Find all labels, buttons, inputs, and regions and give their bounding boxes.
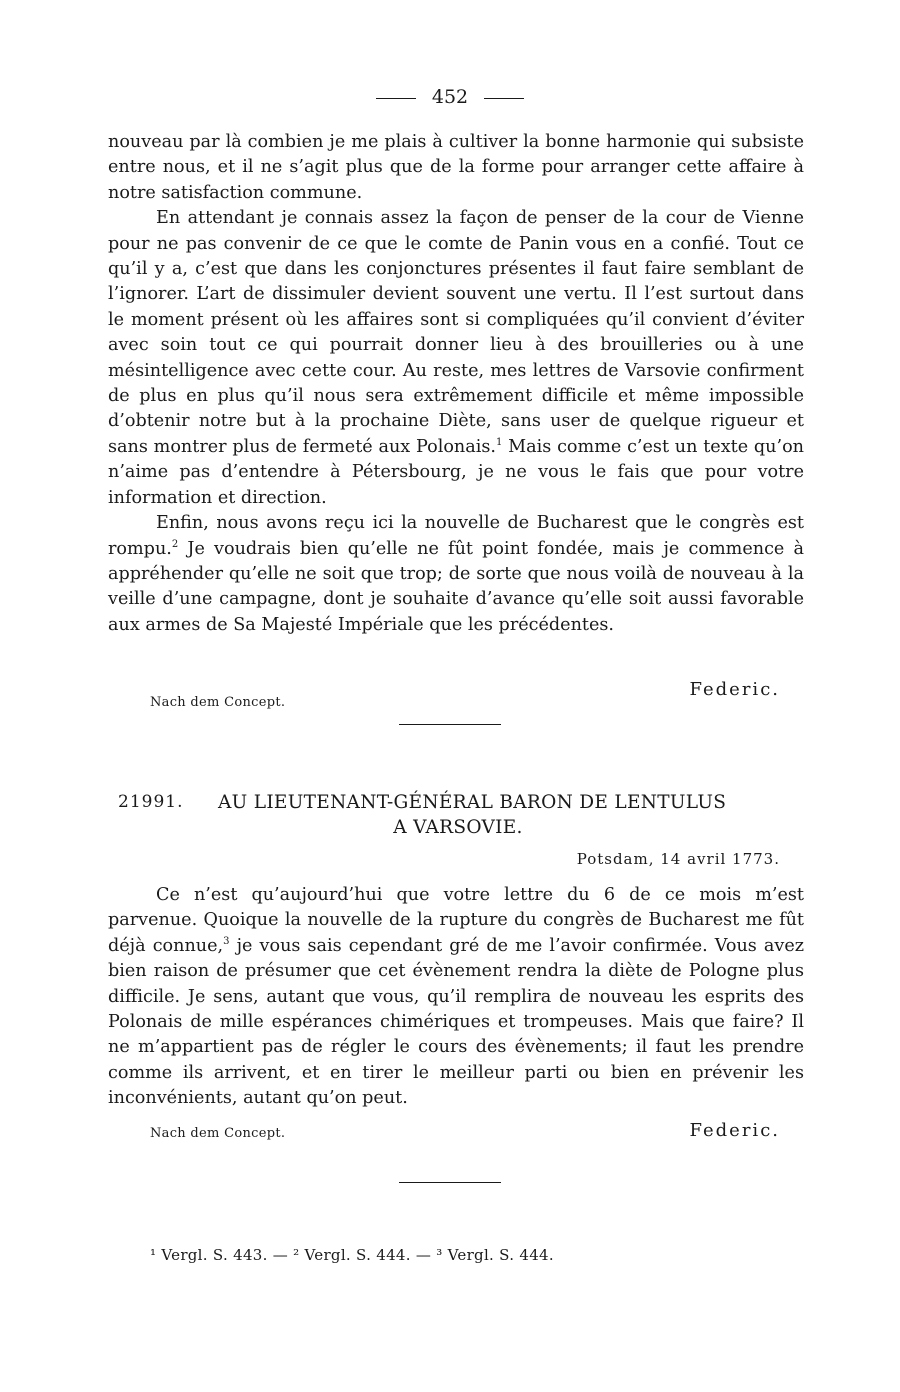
section-divider-1: [399, 724, 501, 725]
letter1-signature: Federic.: [689, 679, 780, 700]
letter2-signature: Federic.: [689, 1120, 780, 1141]
header-dash-left: [376, 98, 416, 99]
letter1-paragraph-3: [108, 511, 804, 638]
letter2-paragraph-text: Ce n’est qu’aujourd’hui que votre lettre du 6 de ce mois m’est parvenue. Quoique la nouvelle de la rupture du congrès de Bucharest me fût déjà connue,: [108, 885, 804, 956]
letter2-heading-line1: AU LIEUTENANT-GÉNÉRAL BARON DE LENTULUS: [218, 792, 727, 813]
letter1-paragraph-3-continued: Je voudrais bien qu’elle ne fût point fondée, mais je commence à appréhender qu’elle ne soit que trop; de sorte que nous voilà de nouveau à la veille d’une campagne, dont je souhaite d’avance qu’elle soit aussi favorable aux armes de Sa Majesté Impériale que les précédentes.: [108, 538, 804, 635]
footnotes: ¹ Vergl. S. 443. — ² Vergl. S. 444. — ³ Vergl. S. 444.: [150, 1246, 554, 1264]
letter2-dateline: Potsdam, 14 avril 1773.: [576, 850, 780, 868]
letter1-paragraph-3-text: Enfin, nous avons reçu ici la nouvelle de Bucharest que le congrès est rompu.: [108, 513, 804, 559]
footnote-ref-2: 2: [171, 538, 179, 550]
letter1-body: [108, 130, 804, 638]
letter2-paragraph-continued: je vous sais cependant gré de me l’avoir confirmée. Vous avez bien raison de présumer que cet évènement rendra la diète de Pologne plus difficile. Je sens, autant que vous, qu’il remplira de nouveau les esprits des Polonais de mille espérances chimériques et trompeuses. Mais que faire? Il ne m’appartient pas de régler le cours des évènements; il faut les prendre comme ils arrivent, et en tirer le meilleur parti ou bien en prévenir les inconvénients, autant qu’on peut.: [108, 935, 804, 1109]
letter2-number: 21991.: [118, 792, 184, 812]
letter2-source-note: Nach dem Concept.: [150, 1126, 286, 1141]
letter2-heading: [118, 790, 798, 840]
footnote-ref-1: 1: [496, 437, 503, 449]
letter1-source-note: Nach dem Concept.: [150, 695, 286, 710]
letter2-heading-line2: A VARSOVIE.: [393, 817, 523, 838]
section-divider-2: [399, 1182, 501, 1183]
page-number-header: [0, 86, 900, 108]
letter1-paragraph-2: [108, 206, 804, 511]
letter1-paragraph-2-continued: Mais comme c’est un texte qu’on n’aime pas d’entendre à Pétersbourg, je ne vous le fais que pour votre information et direction.: [108, 436, 804, 508]
letter1-paragraph-2-text: En attendant je connais assez la façon de penser de la cour de Vienne pour ne pas convenir de ce que le comte de Panin vous en a confié. Tout ce qu’il y a, c’est que dans les conjonctures présentes il faut faire semblant de l’ignorer. L’art de dissimuler devient souvent une vertu. Il l’est surtout dans le moment présent où les affaires sont si compliquées qu’il convient d’éviter avec soin tout ce qui pourrait donner lieu à des brouilleries ou à une mésintelligence avec cette cour. Au reste, mes lettres de Varsovie confirment de plus en plus qu’il nous sera extrêmement difficile et même impossible d’obtenir notre but à la prochaine Diète, sans user de quelque rigueur et sans montrer plus de fermeté aux Polonais.: [108, 208, 804, 457]
letter2-body: [108, 883, 804, 1112]
page-number: 452: [431, 86, 469, 108]
letter2-paragraph: [108, 883, 804, 1112]
header-dash-right: [484, 98, 524, 99]
letter1-paragraph-1: nouveau par là combien je me plais à cultiver la bonne harmonie qui subsiste entre nous, et il ne s’agit plus que de la forme pour arranger cette affaire à notre satisfaction commune.: [108, 132, 804, 203]
footnote-ref-3: 3: [223, 935, 230, 947]
